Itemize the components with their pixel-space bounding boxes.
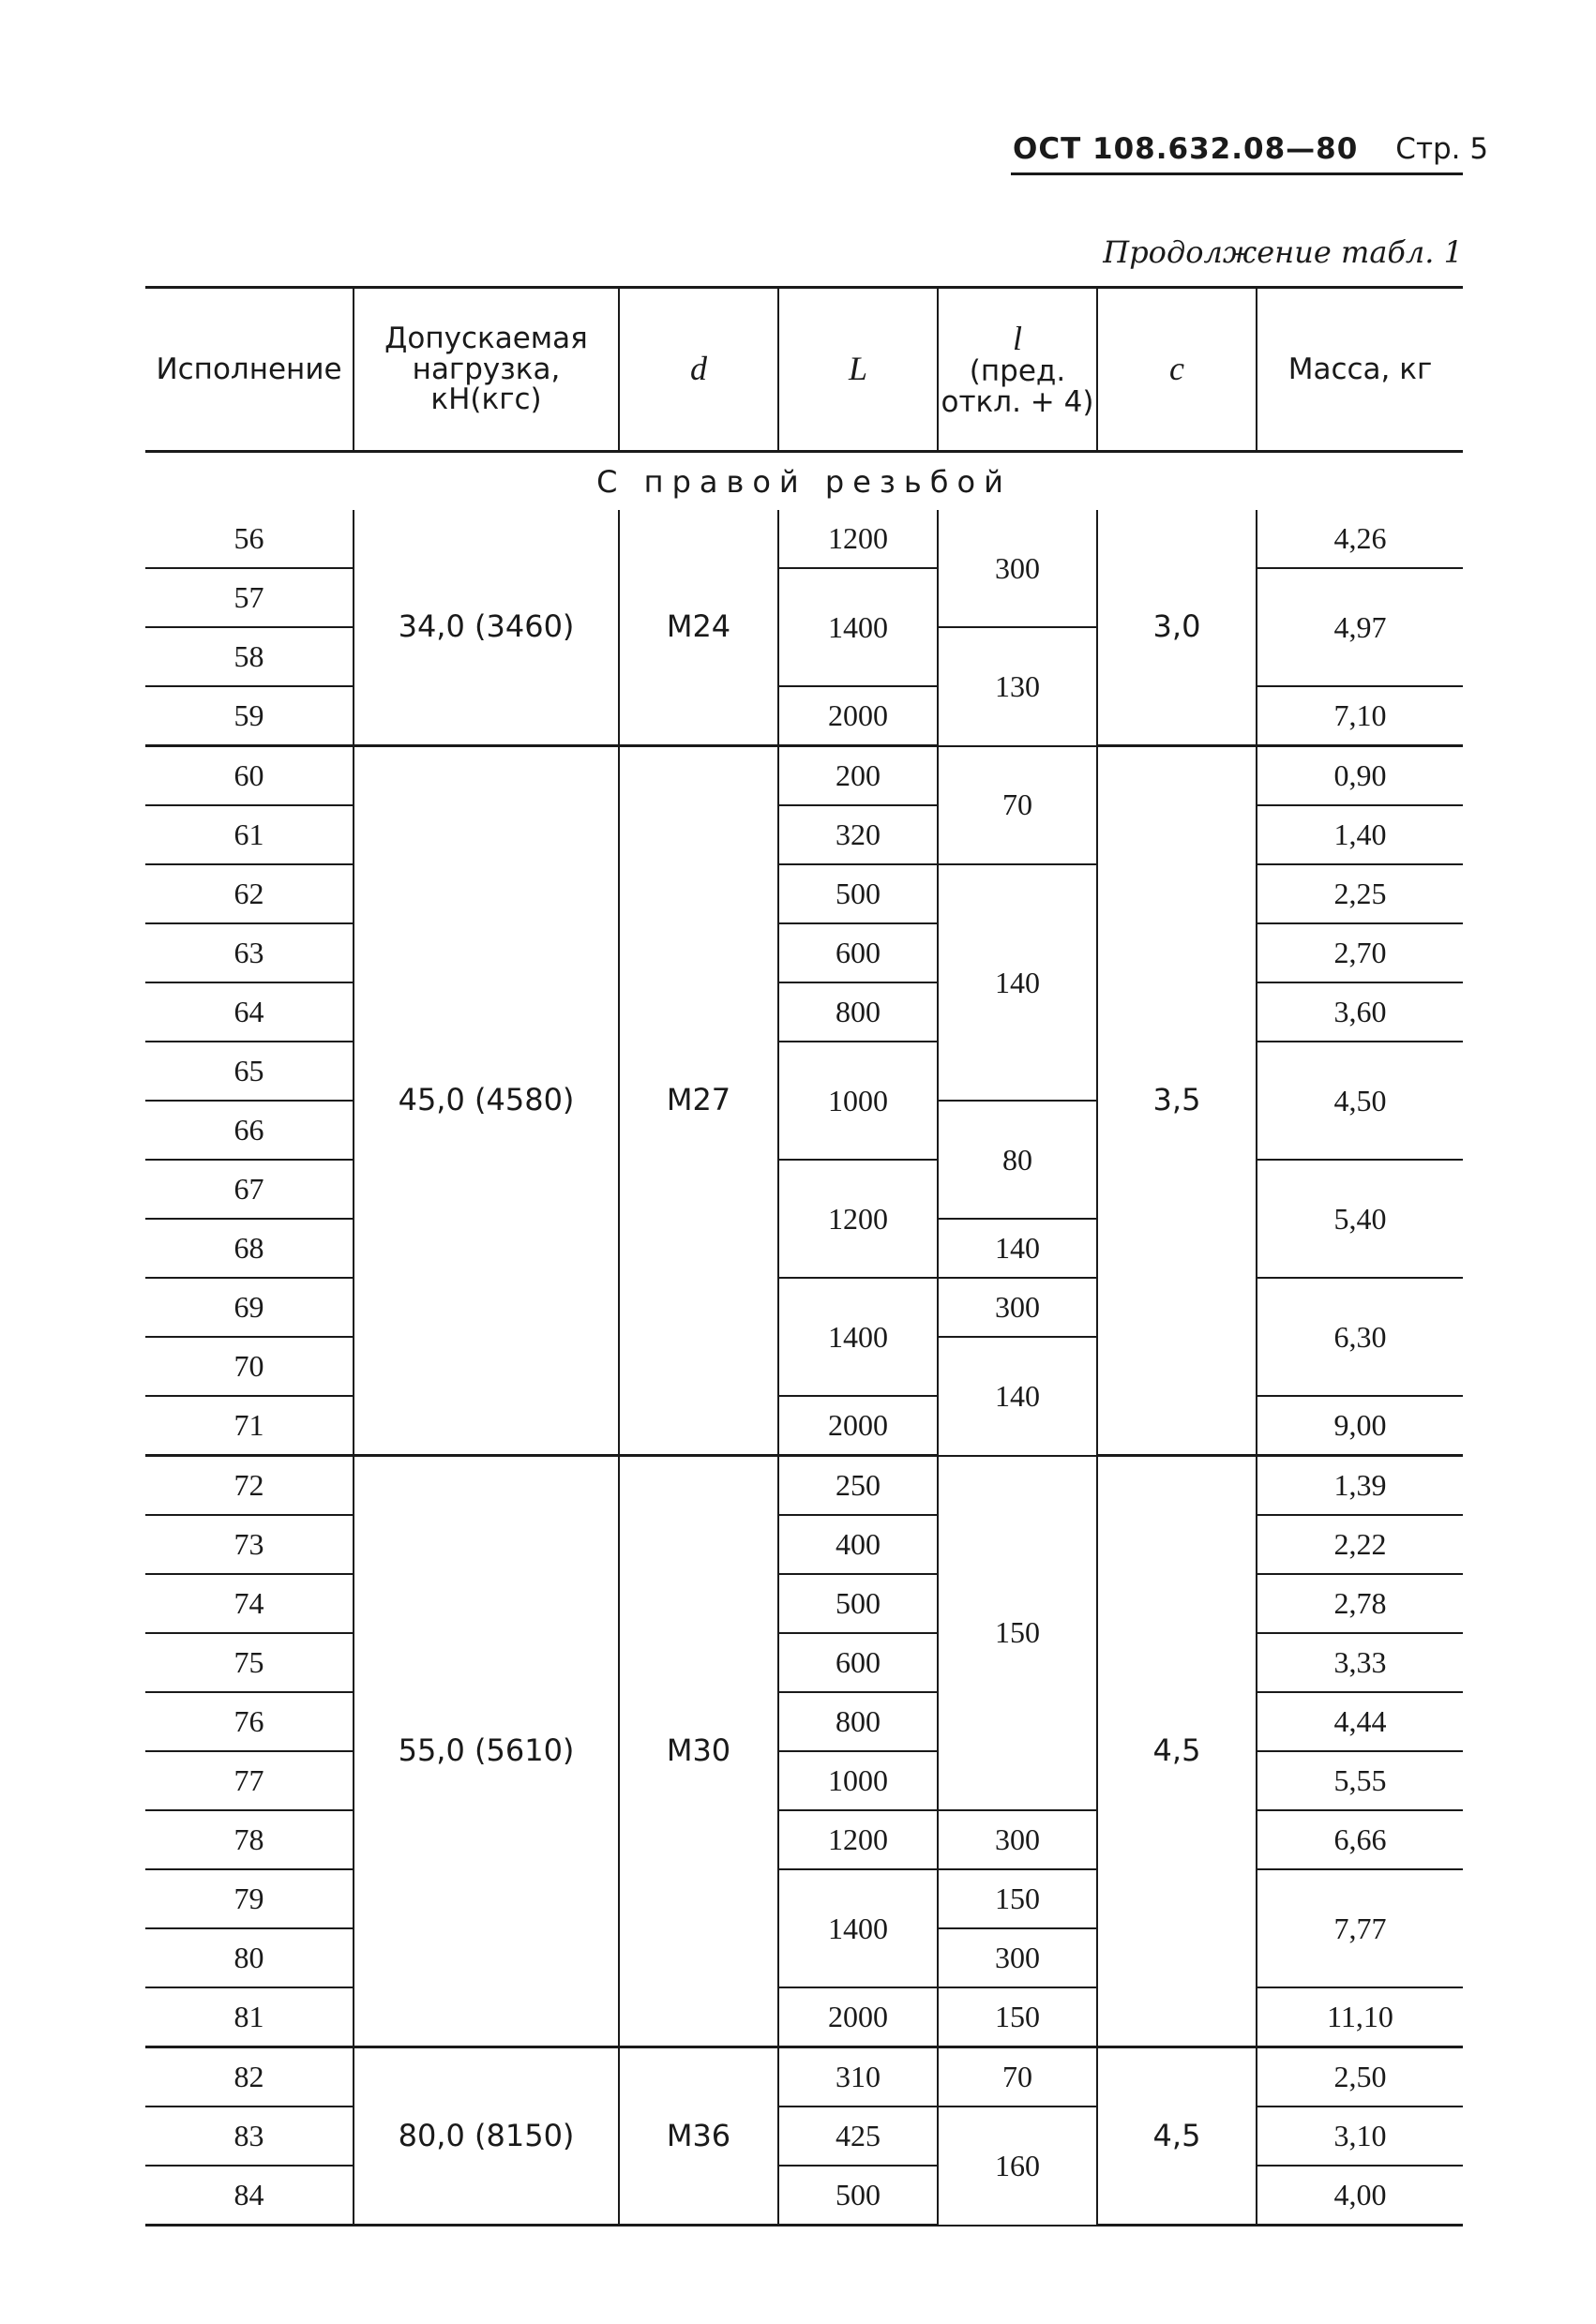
variant-cell: 75 [145,1633,354,1692]
variant-cell: 73 [145,1515,354,1574]
table-row [145,1160,1463,1219]
mass-cell: 11,10 [1257,1987,1463,2047]
table-row [145,982,1463,1042]
variant-cell: 82 [145,2047,354,2107]
L-cell: 1200 [778,1810,938,1869]
col-header-L: L [778,288,938,452]
L-cell: 320 [778,805,938,864]
col-header-load: Допускаемая нагрузка, кН(кгс) [354,288,619,452]
variant-cell: 58 [145,627,354,686]
page-header [1013,129,1488,167]
table-row [145,1278,1463,1337]
table-row [145,864,1463,923]
l-cell: 300 [938,1278,1097,1337]
l-cell: 150 [938,1987,1097,2047]
L-cell: 1400 [778,568,938,686]
d-cell: М36 [619,2047,778,2226]
mass-cell: 5,40 [1257,1160,1463,1278]
variant-cell: 56 [145,510,354,568]
mass-cell: 4,44 [1257,1692,1463,1751]
d-cell: М27 [619,746,778,1456]
variant-cell: 65 [145,1042,354,1101]
variant-cell: 83 [145,2107,354,2166]
l-cell: 140 [938,864,1097,1101]
L-cell: 250 [778,1456,938,1516]
col-header-d: d [619,288,778,452]
mass-cell: 1,39 [1257,1456,1463,1516]
table-row [145,2166,1463,2226]
mass-cell: 2,70 [1257,923,1463,982]
col-header-variant: Исполнение [145,288,354,452]
table-row [145,2047,1463,2107]
L-cell: 600 [778,1633,938,1692]
col-header-l: l (пред. откл. + 4) [938,288,1097,452]
L-cell: 800 [778,982,938,1042]
c-cell: 3,5 [1097,746,1257,1456]
load-cell: 80,0 (8150) [354,2047,619,2226]
variant-cell: 68 [145,1219,354,1278]
doc-code: ОСТ 108.632.08—80 [1013,132,1359,166]
c-cell: 3,0 [1097,510,1257,746]
mass-cell: 2,78 [1257,1574,1463,1633]
d-cell: М30 [619,1456,778,2047]
L-cell: 400 [778,1515,938,1574]
col-header-mass: Масса, кг [1257,288,1463,452]
variant-cell: 62 [145,864,354,923]
L-cell: 2000 [778,1396,938,1456]
header-underline [1011,172,1463,175]
variant-cell: 69 [145,1278,354,1337]
mass-cell: 4,97 [1257,568,1463,686]
mass-cell: 5,55 [1257,1751,1463,1810]
L-cell: 800 [778,1692,938,1751]
table-row [145,2107,1463,2166]
variant-cell: 64 [145,982,354,1042]
variant-cell: 84 [145,2166,354,2226]
mass-cell: 2,22 [1257,1515,1463,1574]
variant-cell: 61 [145,805,354,864]
L-cell: 200 [778,746,938,806]
variant-cell: 71 [145,1396,354,1456]
table-row [145,1810,1463,1869]
table-continuation-note: Продолжение табл. 1 [1103,234,1463,270]
variant-cell: 70 [145,1337,354,1396]
variant-cell: 59 [145,686,354,746]
table-header-row [145,288,1463,452]
variant-cell: 74 [145,1574,354,1633]
variant-cell: 79 [145,1869,354,1928]
l-cell: 70 [938,746,1097,865]
l-cell: 300 [938,1928,1097,1987]
mass-cell: 7,10 [1257,686,1463,746]
L-cell: 1200 [778,510,938,568]
table-row [145,746,1463,806]
table-row [145,1751,1463,1810]
variant-cell: 80 [145,1928,354,1987]
mass-cell: 9,00 [1257,1396,1463,1456]
l-cell: 140 [938,1337,1097,1456]
L-cell: 1400 [778,1869,938,1987]
table-row [145,805,1463,864]
l-cell: 70 [938,2047,1097,2107]
variant-cell: 72 [145,1456,354,1516]
variant-cell: 67 [145,1160,354,1219]
variant-cell: 66 [145,1101,354,1160]
L-cell: 2000 [778,1987,938,2047]
mass-cell: 2,25 [1257,864,1463,923]
variant-cell: 76 [145,1692,354,1751]
mass-cell: 6,30 [1257,1278,1463,1396]
mass-cell: 4,00 [1257,2166,1463,2226]
load-cell: 34,0 (3460) [354,510,619,746]
mass-cell: 0,90 [1257,746,1463,806]
table-row [145,1396,1463,1456]
L-cell: 1200 [778,1160,938,1278]
L-cell: 310 [778,2047,938,2107]
variant-cell: 78 [145,1810,354,1869]
l-cell: 150 [938,1456,1097,1811]
mass-cell: 6,66 [1257,1810,1463,1869]
L-cell: 600 [778,923,938,982]
l-cell: 160 [938,2107,1097,2226]
mass-cell: 4,50 [1257,1042,1463,1160]
mass-cell: 2,50 [1257,2047,1463,2107]
table-row [145,1692,1463,1751]
load-cell: 55,0 (5610) [354,1456,619,2047]
table-row [145,1515,1463,1574]
mass-cell: 7,77 [1257,1869,1463,1987]
L-cell: 500 [778,864,938,923]
variant-cell: 57 [145,568,354,627]
spec-table [145,286,1463,2227]
table-row [145,1633,1463,1692]
L-cell: 1000 [778,1751,938,1810]
L-cell: 500 [778,1574,938,1633]
table-row [145,923,1463,982]
table-row [145,1456,1463,1516]
L-cell: 1400 [778,1278,938,1396]
d-cell: М24 [619,510,778,746]
mass-cell: 3,10 [1257,2107,1463,2166]
variant-cell: 63 [145,923,354,982]
load-cell: 45,0 (4580) [354,746,619,1456]
L-cell: 500 [778,2166,938,2226]
l-cell: 80 [938,1101,1097,1219]
section-title: С правой резьбой [596,463,1012,500]
table-row [145,686,1463,746]
table-row [145,1987,1463,2047]
table-row [145,1574,1463,1633]
variant-cell: 77 [145,1751,354,1810]
l-cell: 300 [938,510,1097,627]
L-cell: 425 [778,2107,938,2166]
mass-cell: 3,60 [1257,982,1463,1042]
col-header-c: c [1097,288,1257,452]
table-row [145,510,1463,568]
l-cell: 130 [938,627,1097,746]
mass-cell: 4,26 [1257,510,1463,568]
section-row [145,452,1463,511]
l-cell: 140 [938,1219,1097,1278]
table-row [145,568,1463,627]
variant-cell: 81 [145,1987,354,2047]
l-cell: 150 [938,1869,1097,1928]
table-row [145,1042,1463,1101]
c-cell: 4,5 [1097,1456,1257,2047]
mass-cell: 1,40 [1257,805,1463,864]
L-cell: 1000 [778,1042,938,1160]
L-cell: 2000 [778,686,938,746]
table-row [145,1869,1463,1928]
page-number: Стр. 5 [1395,132,1489,166]
variant-cell: 60 [145,746,354,806]
c-cell: 4,5 [1097,2047,1257,2226]
l-cell: 300 [938,1810,1097,1869]
mass-cell: 3,33 [1257,1633,1463,1692]
